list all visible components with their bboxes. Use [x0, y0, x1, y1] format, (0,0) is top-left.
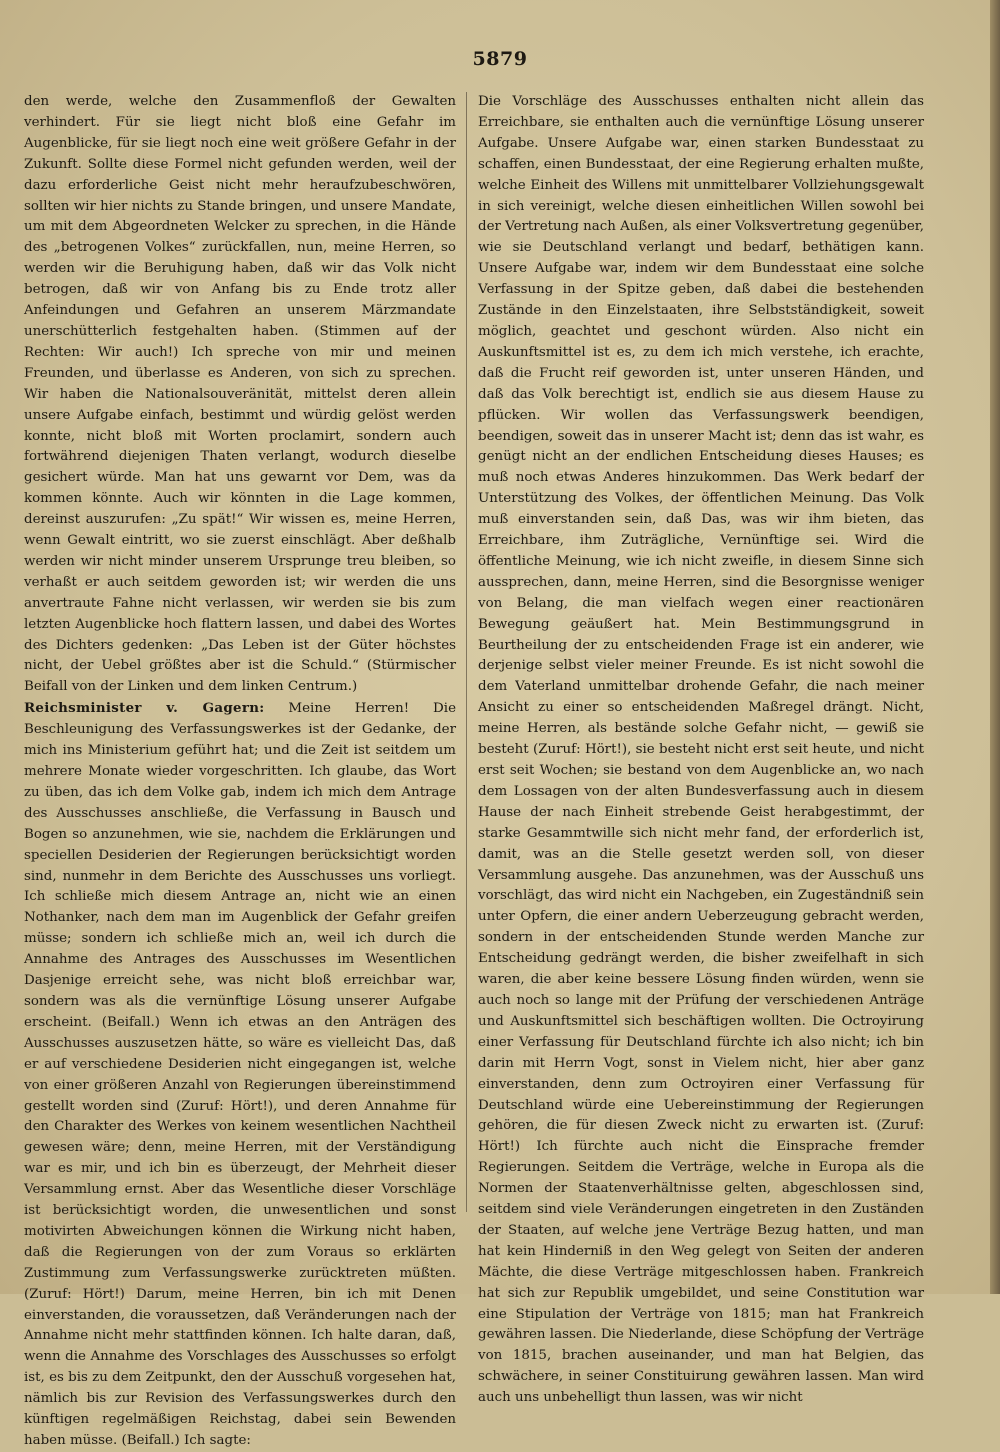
speech-text: Meine Herren! Die Beschleunigung des Verfassungswerkes ist der Gedanke, der mich ins Ministerium geführt hat; und die Zeit ist seitdem um mehrere Monate wieder vorgeschritten. Ich glaube, das Wort zu üben, das ich dem Volke gab, indem ich mich dem Antrage des Ausschusses anschließe, die Verfassung in Bausch und Bogen so anzunehmen, wie sie, nachdem die Erklärungen und speciellen Desiderien der Regierungen berücksichtigt worden sind, nunmehr in dem Berichte des Ausschusses uns vorliegt. Ich schließe mich diesem Antrage an, nicht wie an einen Nothanker, nach dem man im Augenblick der Gefahr greifen müsse; sondern ich schließe mich an, weil ich durch die Annahme des Antrages des Ausschusses im Wesentlichen Dasjenige erreicht sehe, was nicht bloß erreichbar war, sondern was als die vernünftige Lösung unserer Aufgabe erscheint. (Beifall.) Wenn ich etwas an den Anträgen des Ausschusses auszusetzen hätte, so wäre es vielleicht Das, daß er auf verschiedene Desiderien nicht eingegangen ist, welche von einer größeren Anzahl von Regierungen übereinstimmend gestellt worden sind (Zuruf: Hört!), und deren Annahme für den Charakter des Werkes von keinem wesentlichen Nachtheil gewesen wäre; denn, meine Herren, mit der Verständigung war es mir, und ich bin es überzeugt, der Mehrheit dieser Versammlung ernst. Aber das Wesentliche dieser Vorschläge ist berücksichtigt worden, die unwesentlichen und sonst motivirten Abweichungen können die Wirkung nicht haben, daß die Regierungen von der zum Voraus so erklärten Zustimmung zum Verfassungswerke zurücktreten müßten. (Zuruf: Hört!) Darum, meine Herren, bin ich mit Denen einverstanden, die voraussetzen, daß Veränderungen nach der Annahme nicht mehr stattfinden können. Ich halte daran, daß, wenn die Annahme des Vorschlages des Ausschusses so erfolgt ist, es bis zu dem Zeitpunkt, den der Ausschuß vorgesehen hat, nämlich bis zur Revision des Verfassungswerkes durch den künftigen regelmäßigen Reichstag, dabei sein Bewenden haben müsse. (Beifall.) Ich sagte: — [24, 701, 456, 1448]
page-edge-shadow — [990, 0, 1000, 1294]
page-number: 5879 — [472, 48, 528, 70]
left-paragraph-1: den werde, welche den Zusammenfloß der Gewalten verhindert. Für sie liegt nicht bloß eine Gefahr im Augenblicke, für sie liegt noch eine weit größere Gefahr in der Zukunft. Sollte diese Formel nicht gefunden werden, weil der dazu erforderliche Geist nicht mehr heraufzubeschwören, sollten wir hier nichts zu Stande bringen, und unsere Mandate, um mit dem Abgeordneten Welcker zu sprechen, in die Hände des „betrogenen Volkes“ zurückfallen, nun, meine Herren, so werden wir die Beruhigung haben, daß wir das Volk nicht betrogen, daß wir von Anfang bis zu Ende trotz aller Anfeindungen und Gefahren an unserem Märzmandate unerschütterlich festgehalten haben. (Stimmen auf der Rechten: Wir auch!) Ich spreche von mir und meinen Freunden, und überlasse es Anderen, von sich zu sprechen. Wir haben die Nationalsouveränität, mittelst deren allein unsere Aufgabe einfach, bestimmt und würdig gelöst werden konnte, nicht bloß mit Worten proclamirt, sondern auch fortwährend diejenigen Thaten verlangt, wodurch dieselbe gesichert würde. Man hat uns gewarnt vor Dem, was da kommen könnte. Auch wir könnten in die Lage kommen, dereinst auszurufen: „Zu spät!“ Wir wissen es, meine Herren, wenn Gewalt eintritt, wo sie zuerst einschlägt. Aber deßhalb werden wir nicht minder unserem Ursprunge treu bleiben, so verhaßt er auch seitdem geworden ist; wir werden die uns anvertraute Fahne nicht verlassen, wir werden sie bis zum letzten Augenblicke hoch flattern lassen, und dabei des Wortes des Dichters gedenken: „Das Leben ist der Güter höchstes nicht, der Uebel größtes aber ist die Schuld.“ (Stürmischer Beifall von der Linken und dem linken Centrum.) — [24, 94, 456, 695]
left-paragraph-2 — [24, 698, 456, 1452]
column-divider — [466, 92, 467, 1212]
right-paragraph-1: Die Vorschläge des Ausschusses enthalten nicht allein das Erreichbare, sie enthalten auch die vernünftige Lösung unserer Aufgabe. Unsere Aufgabe war, einen starken Bundesstaat zu schaffen, einen Bundesstaat, der eine Regierung erhalten mußte, welche Einheit des Willens mit unmittelbarer Vollziehungsgewalt in sich vereinigt, welche diesen einheitlichen Willen sowohl bei der Vertretung nach Außen, als einer Volksvertretung gegenüber, wie sie Deutschland verlangt und bedarf, bethätigen kann. Unsere Aufgabe war, indem wir dem Bundesstaat eine solche Verfassung in der Spitze geben, daß dabei die bestehenden Zustände in den Einzelstaaten, ihre Selbstständigkeit, soweit möglich, geachtet und geschont würden. Also nicht ein Auskunftsmittel ist es, zu dem ich mich verstehe, ich erachte, daß die Frucht reif geworden ist, unter unseren Händen, und daß das Volk berechtigt ist, endlich sie aus diesem Hause zu pflücken. Wir wollen das Verfassungswerk beendigen, beendigen, soweit das in unserer Macht ist; denn das ist wahr, es genügt nicht an der endlichen Entscheidung dieses Hauses; es muß noch etwas Anderes hinzukommen. Das Werk bedarf der Unterstützung des Volkes, der öffentlichen Meinung. Das Volk muß einverstanden sein, daß Das, was wir ihm bieten, das Erreichbare, ihm Zuträgliche, Vernünftige sei. Wird die öffentliche Meinung, wie ich nicht zweifle, in diesem Sinne sich aussprechen, dann, meine Herren, sind die Besorgnisse weniger von Belang, die man vielfach wegen einer reactionären Bewegung geäußert hat. Mein Bestimmungsgrund in Beurtheilung der zu entscheidenden Frage ist ein anderer, wie derjenige selbst vieler meiner Freunde. Es ist nicht sowohl die dem Vaterland unmittelbar drohende Gefahr, die nach meiner Ansicht zu einer so entscheidenden Maßregel drängt. Nicht, meine Herren, als bestände solche Gefahr nicht, — gewiß sie besteht (Zuruf: Hört!), sie besteht nicht erst seit heute, und nicht erst seit Wochen; sie bestand von dem Augenblicke an, wo nach dem Lossagen von der alten Bundesverfassung auch in diesem Hause der nach Einheit strebende Geist herabgestimmt, der starke Gesammtwille sich nicht mehr fand, der erforderlich ist, damit, was an die Stelle gesetzt werden soll, von dieser Versammlung ausgehe. Das anzunehmen, was der Ausschuß uns vorschlägt, das wird nicht ein Nachgeben, ein Zugeständniß sein unter Opfern, die einer andern Ueberzeugung gebracht werden, sondern in der entscheidenden Stunde werden Manche zur Entscheidung gedrängt werden, die bisher zweifelhaft in sich waren, die aber keine bessere Lösung finden würden, wenn sie auch noch so lange mit der Prüfung der verschiedenen Anträge und Auskunftsmittel sich beschäftigen wollten. Die Octroyirung einer Verfassung für Deutschland fürchte ich also nicht; ich bin darin mit Herrn Vogt, sonst in Vielem nicht, hier aber ganz einverstanden, denn zum Octroyiren einer Verfassung für Deutschland würde eine Uebereinstimmung der Regierungen gehören, die für diesen Zweck nicht zu erwarten ist. (Zuruf: Hört!) Ich fürchte auch nicht die Einsprache fremder Regierungen. Seitdem die Verträge, welche in Europa als die Normen der Staatenverhältnisse gelten, abgeschlossen sind, seitdem sind viele Veränderungen eingetreten in den Zuständen der Staaten, auf welche jene Verträge Bezug hatten, und man hat kein Hinderniß in den Weg gelegt von Seiten der anderen Mächte, die diese Verträge mitgeschlossen haben. Frankreich hat sich zur Republik umgebildet, und seine Constitution war eine Stipulation der Verträge von 1815; man hat Frankreich gewähren lassen. Die Niederlande, diese Schöpfung der Verträge von 1815, brachen auseinander, und man hat Belgien, das schwächere, in seiner Constituirung gewähren lassen. Man wird auch uns unbehelligt thun lassen, was wir nicht — [478, 94, 924, 1406]
left-column — [24, 92, 456, 1448]
speaker-name: Reichsminister v. Gagern: — [24, 700, 265, 717]
right-column — [478, 92, 924, 1406]
